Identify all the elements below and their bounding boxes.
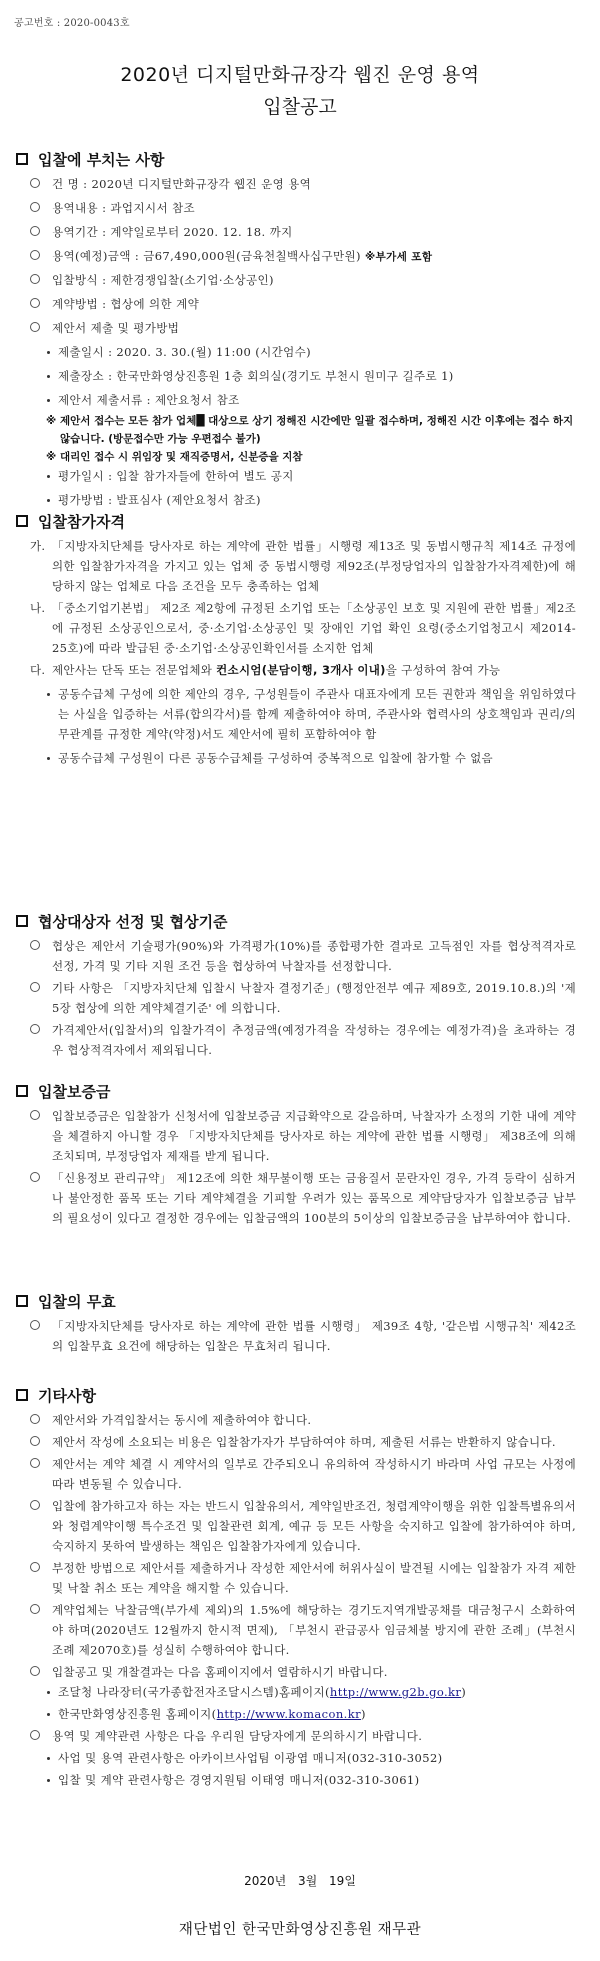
circle-bullet-icon: [30, 1666, 40, 1676]
circle-bullet-icon: [30, 1320, 40, 1330]
item-text: 제안서 제출 및 평가방법: [52, 321, 180, 335]
dot-bullet-icon: [47, 1757, 50, 1760]
circle-bullet-icon: [30, 250, 40, 260]
list-item: [0, 198, 600, 222]
circle-bullet-icon: [30, 274, 40, 284]
item-text: 협상은 제안서 기술평가(90%)와 가격평가(10%)를 종합평가한 결과로 고득점인 자를 협상적격자로 선정, 가격 및 기타 지원 조건 등을 협상하여 낙찰자를 선정합니다.: [52, 939, 576, 973]
site-link-item: 조달청 나라장터(국가종합전자조달시스템)홈페이지(http://www.g2b.go.kr): [0, 1682, 600, 1704]
circle-bullet-icon: [30, 1500, 40, 1510]
circle-bullet-icon: [30, 940, 40, 950]
circle-bullet-icon: [30, 1562, 40, 1572]
item-text: 제안사는 단독 또는 전문업체와: [52, 663, 217, 677]
circle-bullet-icon: [30, 1604, 40, 1614]
item-text: 입찰방식 : 제한경쟁입찰(소기업·소상공인): [52, 273, 274, 287]
komacon-link[interactable]: http://www.komacon.kr: [216, 1707, 361, 1721]
contact-item: [0, 1770, 600, 1792]
section-bid-items: [0, 148, 600, 514]
item-text: 제안서 작성에 소요되는 비용은 입찰참가자가 부담하여야 하며, 제출된 서류는 반환하지 않습니다.: [52, 1435, 556, 1449]
item-text: 가격제안서(입찰서)의 입찰가격이 추정금액(예정가격을 작성하는 경우에는 예정가격)을 초과하는 경우 협상적격자에서 제외됩니다.: [52, 1023, 576, 1057]
document-subtitle: 입찰공고: [263, 96, 337, 118]
notice-note: [0, 412, 600, 448]
list-item: [0, 246, 600, 270]
section-eligibility: [0, 510, 600, 768]
list-item: [0, 1600, 600, 1660]
section-heading-text: 입찰에 부치는 사항: [38, 150, 165, 169]
sub-list-item: [0, 748, 600, 768]
section-heading-text: 입찰참가자격: [38, 512, 125, 531]
dot-bullet-icon: [47, 399, 50, 402]
note-text: 대리인 접수 시 위임장 및 재직증명서, 신분증을 지참: [60, 451, 303, 463]
item-text: 공동수급체 구성에 의한 제안의 경우, 구성원들이 주관사 대표자에게 모든 권한과 책임을 위임하였다는 사실을 입증하는 서류(합의각서)를 함께 제출하여야 하며, 주관사와 협력사의 상호책임과 권리/의무관계를 규정한 계약(약정)서도 제안서에 필히 포함하여야 함: [58, 687, 576, 741]
list-item: [0, 660, 600, 680]
section-heading: [16, 1080, 600, 1102]
dot-bullet-icon: [47, 351, 50, 354]
note-text: 제안서 접수는 모든 참가 업체█ 대상으로 상기 정해진 시간에만 일괄 접수하며, 정해진 시간 이후에는 접수 하지 않습니다. (방문접수만 가능 우편접수 불가): [60, 415, 574, 445]
section-negotiation: [0, 910, 600, 1060]
list-item: [0, 1496, 600, 1556]
list-item: [0, 978, 600, 1018]
dot-bullet-icon: [47, 1713, 50, 1716]
circle-bullet-icon: [30, 1024, 40, 1034]
list-item: [0, 174, 600, 198]
list-item: [0, 270, 600, 294]
section-invalid-bids: [0, 1290, 600, 1356]
site-link-item: 한국만화영상진흥원 홈페이지(http://www.komacon.kr): [0, 1704, 600, 1726]
vat-note: ※부가세 포함: [365, 251, 433, 263]
sub-list-item: [0, 466, 600, 490]
list-item: [0, 1168, 600, 1228]
item-text: 평가일시 : 입찰 참가자들에 한하여 별도 공지: [58, 469, 294, 483]
circle-bullet-icon: [30, 178, 40, 188]
item-text: 제출일시 : 2020. 3. 30.(월) 11:00 (시간엄수): [58, 345, 312, 359]
list-item: [0, 1454, 600, 1494]
contact-item: [0, 1748, 600, 1770]
list-item: [0, 1020, 600, 1060]
section-misc: [0, 1384, 600, 1792]
list-item: [0, 318, 600, 342]
item-label: 가.: [30, 539, 46, 553]
section-heading-text: 협상대상자 선정 및 협상기준: [38, 912, 228, 931]
item-text: 제안서는 계약 체결 시 계약서의 일부로 간주되오니 유의하여 작성하시기 바라며 사업 규모는 사정에 따라 변동될 수 있습니다.: [52, 1457, 576, 1491]
circle-bullet-icon: [30, 1436, 40, 1446]
g2b-link[interactable]: http://www.g2b.go.kr: [329, 1685, 462, 1699]
section-heading: [16, 910, 600, 932]
section-heading-text: 입찰의 무효: [38, 1292, 116, 1311]
circle-bullet-icon: [30, 1110, 40, 1120]
list-item: [0, 1410, 600, 1430]
circle-bullet-icon: [30, 226, 40, 236]
item-text: 제출장소 : 한국만화영상진흥원 1층 회의실(경기도 부천시 원미구 길주로 1): [58, 369, 454, 383]
contact-text: 입찰 및 계약 관련사항은 경영지원팀 이태영 매니저(032-310-3061): [58, 1773, 420, 1787]
list-item: [0, 1432, 600, 1452]
list-item: [0, 598, 600, 658]
list-item: [0, 1316, 600, 1356]
document-title: 2020년 디지털만화규장각 웹진 운영 용역: [120, 64, 480, 86]
circle-bullet-icon: [30, 202, 40, 212]
list-item: [0, 536, 600, 596]
sub-list-item: [0, 684, 600, 744]
item-text: 을 구성하여 참여 가능: [385, 663, 501, 677]
item-text: 「중소기업기본법」 제2조 제2항에 규정된 소기업 또는「소상공인 보호 및 지원에 관한 법률」제2조에 규정된 소상공인으로서, 중·소기업·소상공인 및 장애인 기업 확인 요령(중소기업청고시 제2014-25호)에 따라 발급된 중·소기업·소상공인확인서를 소지한 업체: [52, 601, 576, 655]
item-text: 용역(예정)금액 : 금67,490,000원(금육천칠백사십구만원): [52, 249, 361, 263]
section-heading: [16, 148, 600, 170]
list-item: [0, 1106, 600, 1166]
list-item: [0, 1558, 600, 1598]
dot-bullet-icon: [47, 1779, 50, 1782]
circle-bullet-icon: [30, 1414, 40, 1424]
section-heading: [16, 510, 600, 532]
section-bid-bond: [0, 1080, 600, 1228]
item-text: 제안서 제출서류 : 제안요청서 참조: [58, 393, 240, 407]
item-text: 평가방법 : 발표심사 (제안요청서 참조): [58, 493, 261, 507]
dot-bullet-icon: [47, 1691, 50, 1694]
issuing-organization: 재단법인 한국만화영상진흥원 재무관: [178, 1922, 422, 1938]
notice-number: 공고번호 : 2020-0043호: [14, 18, 130, 29]
item-text: 입찰에 참가하고자 하는 자는 반드시 입찰유의서, 계약일반조건, 청렴계약이행을 위한 입찰특별유의서와 청렴계약이행 특수조건 및 입찰관련 회계, 예규 등 모든 사항을 숙지하고 입찰에 참가하여야 하며, 숙지하지 못하여 발생하는 책임은 입찰참가자에게 있습니다.: [52, 1499, 576, 1553]
dot-bullet-icon: [47, 475, 50, 478]
dot-bullet-icon: [47, 499, 50, 502]
circle-bullet-icon: [30, 1458, 40, 1468]
circle-bullet-icon: [30, 298, 40, 308]
sub-list-item: [0, 390, 600, 412]
sub-list-item: [0, 366, 600, 390]
list-item: [0, 294, 600, 318]
section-heading-text: 기타사항: [38, 1386, 96, 1405]
checkbox-square-icon: [16, 153, 28, 165]
item-text-bold: 컨소시엄(분담이행, 3개사 이내): [216, 663, 386, 677]
circle-bullet-icon: [30, 982, 40, 992]
checkbox-square-icon: [16, 1295, 28, 1307]
item-text: 기타 사항은 「지방자치단체 입찰시 낙찰자 결정기준」(행정안전부 예규 제89호, 2019.10.8.)의 '제5장 협상에 의한 계약체결기준' 에 의합니다.: [52, 981, 576, 1015]
item-text: 건 명 : 2020년 디지털만화규장각 웹진 운영 용역: [52, 177, 312, 191]
dot-bullet-icon: [47, 375, 50, 378]
list-item: [0, 1662, 600, 1682]
item-text: 제안서와 가격입찰서는 동시에 제출하여야 합니다.: [52, 1413, 312, 1427]
item-text: 부정한 방법으로 제안서를 제출하거나 작성한 제안서에 허위사실이 발견될 시에는 입찰참가 자격 제한 및 낙찰 취소 또는 계약을 해지할 수 있습니다.: [52, 1561, 576, 1595]
section-heading: [16, 1290, 600, 1312]
checkbox-square-icon: [16, 915, 28, 927]
item-text: 계약방법 : 협상에 의한 계약: [52, 297, 200, 311]
item-text: 용역기간 : 계약일로부터 2020. 12. 18. 까지: [52, 225, 293, 239]
site-label: 조달청 나라장터(국가종합전자조달시스템)홈페이지: [58, 1685, 326, 1699]
item-text: 「지방자치단체를 당사자로 하는 계약에 관한 법률 시행령」 제39조 4항, '같은법 시행규칙' 제42조의 입찰무효 요건에 해당하는 입찰은 무효처리 됩니다.: [52, 1319, 576, 1353]
checkbox-square-icon: [16, 515, 28, 527]
notice-note: [0, 448, 600, 466]
checkbox-square-icon: [16, 1389, 28, 1401]
contact-text: 사업 및 용역 관련사항은 아카이브사업팀 이광엽 매니저(032-310-3052): [58, 1751, 443, 1765]
list-item: [0, 222, 600, 246]
item-text: 입찰공고 및 개찰결과는 다음 홈페이지에서 열람하시기 바랍니다.: [52, 1665, 388, 1679]
item-text: 「신용정보 관리규약」 제12조에 의한 채무불이행 또는 금융질서 문란자인 경우, 가격 등락이 심하거나 불안정한 품목 또는 기타 계약체결을 기피할 우려가 있는 품목으로 계약담당자가 입찰보증금 납부의 필요성이 있다고 결정한 경우에는 입찰금액의 100분의 5이상의 입찰보증금을 납부하여야 합니다.: [52, 1171, 576, 1225]
reference-mark-icon: ※: [46, 415, 57, 427]
item-text: 공동수급체 구성원이 다른 공동수급체를 구성하여 중복적으로 입찰에 참가할 수 없음: [58, 751, 493, 765]
section-heading: [16, 1384, 600, 1406]
circle-bullet-icon: [30, 1730, 40, 1740]
item-label: 다.: [30, 663, 46, 677]
circle-bullet-icon: [30, 322, 40, 332]
item-text: 용역 및 계약관련 사항은 다음 우리원 담당자에게 문의하시기 바랍니다.: [52, 1729, 423, 1743]
announcement-date: 2020년 3월 19일: [244, 1874, 356, 1888]
item-text: 계약업체는 낙찰금액(부가세 제외)의 1.5%에 해당하는 경기도지역개발공채를 대금청구시 소화하여야 하며(2020년도 12월까지 한시적 면제), 「부천시 관급공사 임금체불 방지에 관한 조례」(부천시 조례 제2070호)를 성실히 수행하여야 합니다.: [52, 1603, 576, 1657]
item-label: 나.: [30, 601, 46, 615]
dot-bullet-icon: [47, 693, 50, 696]
section-heading-text: 입찰보증금: [38, 1082, 111, 1101]
list-item: [0, 1726, 600, 1748]
dot-bullet-icon: [47, 757, 50, 760]
item-text: 용역내용 : 과업지시서 참조: [52, 201, 196, 215]
sub-list-item: [0, 342, 600, 366]
list-item: [0, 936, 600, 976]
circle-bullet-icon: [30, 1172, 40, 1182]
reference-mark-icon: ※: [46, 451, 57, 463]
item-text: 입찰보증금은 입찰참가 신청서에 입찰보증금 지급확약으로 갈음하며, 낙찰자가 소정의 기한 내에 계약을 체결하지 아니할 경우 「지방자치단체를 당사자로 하는 계약에 관한 법률 시행령」 제38조에 의해 조치되며, 부정당업자 제재를 받게 됩니다.: [52, 1109, 576, 1163]
site-label: 한국만화영상진흥원 홈페이지: [58, 1707, 212, 1721]
checkbox-square-icon: [16, 1085, 28, 1097]
item-text: 「지방자치단체를 당사자로 하는 계약에 관한 법률」시행령 제13조 및 동법시행규칙 제14조 규정에 의한 입찰참가자격을 가지고 있는 업체 중 동법시행령 제92조(부정당업자의 입찰참가자격제한)에 해당하지 않는 업체로 다음 조건을 모두 충족하는 업체: [52, 539, 576, 593]
